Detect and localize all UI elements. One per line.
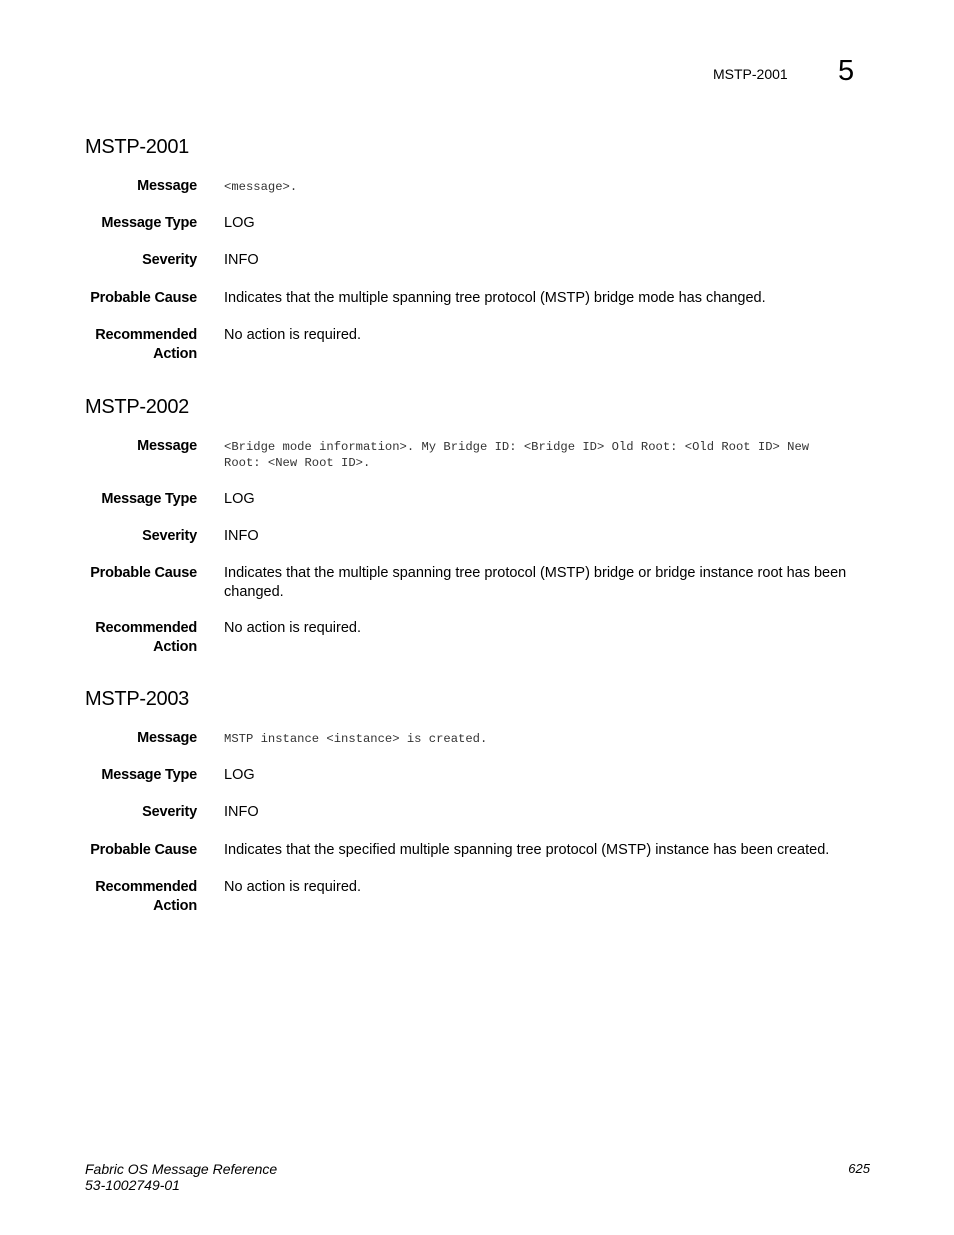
value-recommended-action: No action is required. — [224, 620, 362, 636]
value-probable-cause-line: Indicates that the multiple spanning tree protocol (MSTP) bridge or bridge instance root has been — [224, 565, 847, 581]
row-recommended-action — [85, 878, 875, 915]
value-message-type: LOG — [224, 215, 255, 231]
value-message: MSTP instance <instance> is created. — [224, 732, 488, 746]
section-title: MSTP-2002 — [85, 396, 190, 418]
value-probable-cause: Indicates that the specified multiple spanning tree protocol (MSTP) instance has been created. — [224, 842, 830, 858]
label-probable-cause: Probable Cause — [90, 565, 197, 581]
label-recommended: Recommended — [95, 620, 197, 636]
value-severity: INFO — [224, 252, 259, 268]
row-message-type — [85, 490, 875, 527]
value-message-line: <Bridge mode information>. My Bridge ID: <Bridge ID> Old Root: <Old Root ID> New — [224, 440, 810, 454]
label-action: Action — [153, 638, 197, 655]
label-action: Action — [153, 345, 197, 362]
value-severity: INFO — [224, 804, 259, 820]
label-action: Action — [153, 897, 197, 914]
footer-doc-number: 53-1002749-01 — [85, 1177, 180, 1193]
value-message-type: LOG — [224, 767, 255, 783]
row-message — [85, 177, 875, 214]
label-severity: Severity — [142, 528, 197, 544]
field-list — [85, 729, 875, 915]
section-mstp-2003 — [85, 687, 875, 915]
row-severity — [85, 803, 875, 841]
label-recommended-action — [85, 619, 197, 656]
value-message-line: Root: <New Root ID>. — [224, 456, 371, 470]
field-list — [85, 177, 875, 363]
row-message-type — [85, 214, 875, 251]
label-message: Message — [137, 730, 197, 746]
value-recommended-action: No action is required. — [224, 879, 362, 895]
row-recommended-action — [85, 326, 875, 363]
label-probable-cause: Probable Cause — [90, 290, 197, 306]
label-message: Message — [137, 438, 197, 454]
label-message: Message — [137, 178, 197, 194]
row-severity — [85, 251, 875, 289]
field-list — [85, 437, 875, 656]
label-recommended-action — [85, 326, 197, 363]
label-probable-cause: Probable Cause — [90, 842, 197, 858]
section-mstp-2001 — [85, 135, 875, 363]
value-message-type: LOG — [224, 491, 255, 507]
value-probable-cause-line: changed. — [224, 583, 284, 600]
value-recommended-action: No action is required. — [224, 327, 362, 343]
label-severity: Severity — [142, 804, 197, 820]
row-probable-cause — [85, 564, 875, 619]
label-recommended: Recommended — [95, 327, 197, 343]
label-message-type: Message Type — [101, 215, 197, 231]
footer-doc-info — [85, 1161, 277, 1193]
section-title: MSTP-2003 — [85, 688, 190, 710]
label-message-type: Message Type — [101, 767, 197, 783]
label-recommended-action — [85, 878, 197, 915]
section-mstp-2002 — [85, 395, 875, 656]
label-message-type: Message Type — [101, 491, 197, 507]
row-message — [85, 729, 875, 766]
value-severity: INFO — [224, 528, 259, 544]
section-title: MSTP-2001 — [85, 136, 190, 158]
footer-page-number: 625 — [848, 1161, 870, 1176]
footer-doc-title: Fabric OS Message Reference — [85, 1161, 278, 1177]
value-probable-cause — [224, 564, 874, 619]
value-probable-cause: Indicates that the multiple spanning tree protocol (MSTP) bridge mode has changed. — [224, 290, 766, 306]
value-message — [224, 437, 875, 490]
row-message-type — [85, 766, 875, 803]
row-probable-cause — [85, 289, 875, 326]
label-recommended: Recommended — [95, 879, 197, 895]
chapter-number: 5 — [838, 55, 855, 87]
running-title: MSTP-2001 — [713, 66, 788, 82]
row-recommended-action — [85, 619, 875, 656]
row-probable-cause — [85, 841, 875, 878]
row-severity — [85, 527, 875, 564]
value-message: <message>. — [224, 180, 298, 194]
row-message — [85, 437, 875, 490]
label-severity: Severity — [142, 252, 197, 268]
